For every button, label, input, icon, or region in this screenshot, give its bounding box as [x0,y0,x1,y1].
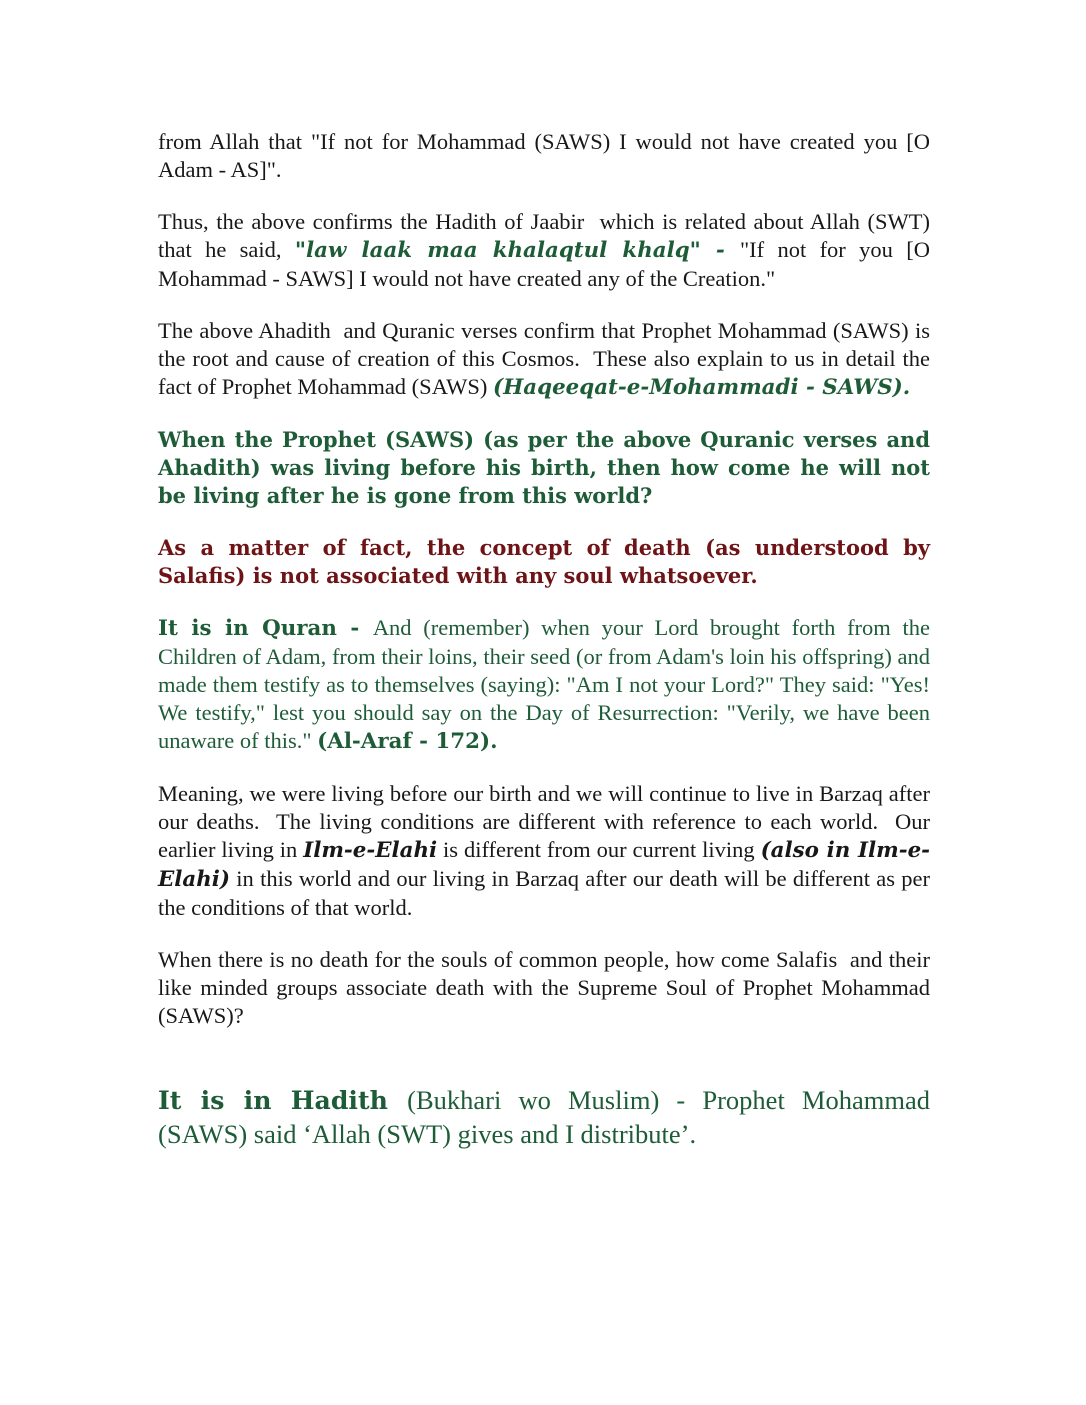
para-adam-quote [158,128,930,184]
para-question-living [158,426,930,510]
text-run: (Haqeeqat-e-Mohammadi - SAWS). [493,375,911,400]
para-ahadith-confirm [158,317,930,402]
text-run: It is in Quran - [158,616,373,641]
para-quran-alaraf-172 [158,614,930,756]
para-salafi-death-concept [158,534,930,590]
text-run: Meaning, we were living before our birth and we will continue to live in Barzaq after our deaths. The living conditions are different with reference to each world. Our earlier living in [158,781,930,862]
text-run: "law laak maa khalaqtul khalq" - [294,238,740,263]
text-run: from Allah that "If not for Mohammad (SAWS) I would not have created you [O Adam - AS]". [158,129,930,182]
text-run: The above Ahadith and Quranic verses confirm that Prophet Mohammad (SAWS) is the root and cause of creation of this Cosmos. These also explain to us in detail the fact of Prophet Mohammad (SAWS) [158,318,930,399]
text-run: As a matter of fact, the concept of death (as understood by Salafis) is not associated with any soul whatsoever. [158,535,930,588]
para-meaning-barzaq [158,780,930,922]
text-run: (Bukhari wo Muslim) - Prophet Mohammad (SAWS) said ‘Allah (SWT) gives and I distribute’. [158,1085,930,1149]
text-run: (also in Ilm-e-Elahi) [158,838,931,892]
text-run: And (remember) when your Lord brought forth from the Children of Adam, from their loins, their seed (or from Adam's loin his offspring) and made them testify as to themselves (saying): "Am I not your Lord?" They said: "Yes! We testify," lest you should say on the Day of Resurrection: "Verily, we have been unaware of this." [158,615,930,753]
text-run: Thus, the above confirms the Hadith of Jaabir which is related about Allah (SWT) that he said, [158,209,930,262]
text-run: It is in Hadith [158,1085,408,1115]
text-run: is different from our current living [437,837,761,862]
para-hadith-jaabir [158,208,930,293]
document-body [158,128,930,1175]
text-run: Ilm-e-Elahi [303,838,438,863]
para-question-salafis [158,946,930,1030]
para-hadith-bukhari-muslim [158,1083,930,1151]
text-run: in this world and our living in Barzaq after our death will be different as per the conditions of that world. [158,866,930,920]
text-run: "If not for you [O Mohammad - SAWS] I would not have created any of the Creation." [158,237,930,291]
text-run: (Al-Araf - 172). [317,729,498,754]
text-run: When the Prophet (SAWS) (as per the above Quranic verses and Ahadith) was living before his birth, then how come he will not be living after he is gone from this world? [158,427,930,508]
text-run: When there is no death for the souls of common people, how come Salafis and their like minded groups associate death with the Supreme Soul of Prophet Mohammad (SAWS)? [158,947,930,1028]
